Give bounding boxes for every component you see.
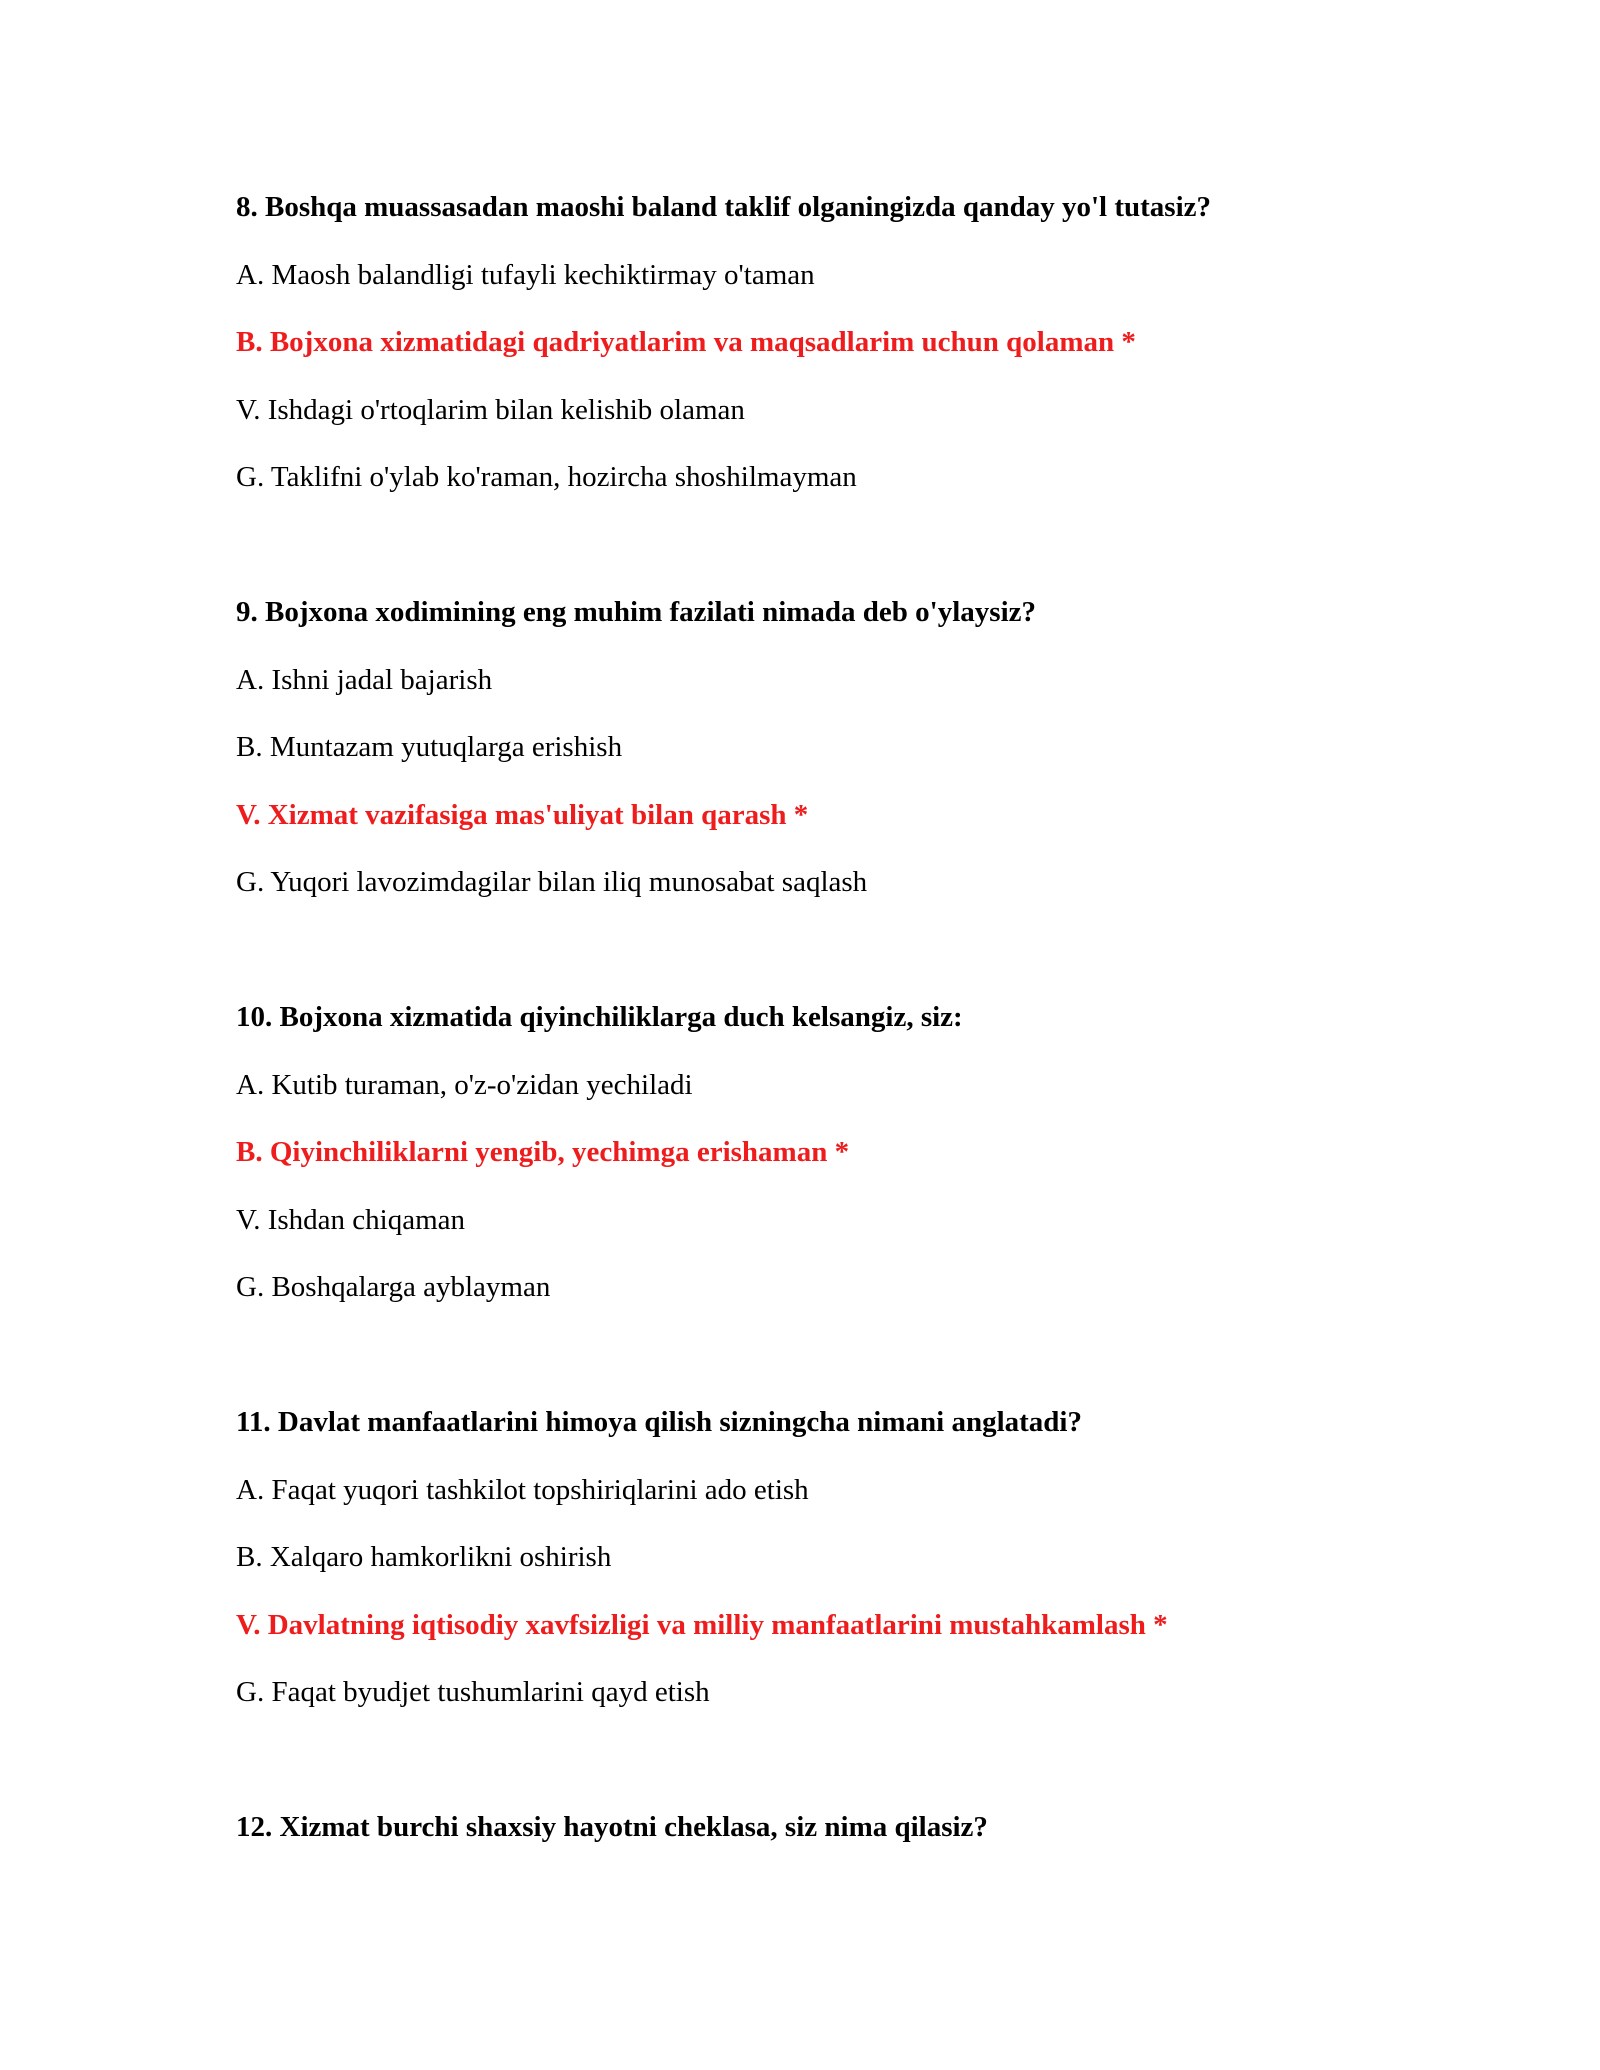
question-9-option-v-correct: V. Xizmat vazifasiga mas'uliyat bilan qarash * (236, 799, 809, 831)
question-11-option-b: B. Xalqaro hamkorlikni oshirish (236, 1541, 612, 1573)
question-10-option-b-correct: B. Qiyinchiliklarni yengib, yechimga erishaman * (236, 1136, 850, 1168)
question-9-option-b: B. Muntazam yutuqlarga erishish (236, 731, 623, 763)
question-9-option-g: G. Yuqori lavozimdagilar bilan iliq munosabat saqlash (236, 866, 868, 898)
question-8-title: 8. Boshqa muassasadan maoshi baland taklif olganingizda qanday yo'l tutasiz? (236, 191, 1211, 223)
question-8-option-b-correct: B. Bojxona xizmatidagi qadriyatlarim va maqsadlarim uchun qolaman * (236, 326, 1136, 358)
question-8-option-g: G. Taklifni o'ylab ko'raman, hozircha shoshilmayman (236, 461, 857, 493)
question-9-option-a: A. Ishni jadal bajarish (236, 664, 493, 696)
question-11-option-g: G. Faqat byudjet tushumlarini qayd etish (236, 1676, 710, 1708)
question-10-title: 10. Bojxona xizmatida qiyinchiliklarga duch kelsangiz, siz: (236, 1001, 963, 1033)
question-11-option-v-correct: V. Davlatning iqtisodiy xavfsizligi va milliy manfaatlarini mustahkamlash * (236, 1609, 1168, 1641)
question-10-option-g: G. Boshqalarga ayblayman (236, 1271, 551, 1303)
question-11-title: 11. Davlat manfaatlarini himoya qilish sizningcha nimani anglatadi? (236, 1406, 1082, 1438)
question-12-title: 12. Xizmat burchi shaxsiy hayotni cheklasa, siz nima qilasiz? (236, 1811, 988, 1843)
question-10-option-a: A. Kutib turaman, o'z-o'zidan yechiladi (236, 1069, 693, 1101)
question-9-title: 9. Bojxona xodimining eng muhim fazilati nimada deb o'ylaysiz? (236, 596, 1037, 628)
question-11-option-a: A. Faqat yuqori tashkilot topshiriqlarini ado etish (236, 1474, 809, 1506)
question-8-option-a: A. Maosh balandligi tufayli kechiktirmay o'taman (236, 259, 815, 291)
question-8-option-v: V. Ishdagi o'rtoqlarim bilan kelishib olaman (236, 394, 745, 426)
question-10-option-v: V. Ishdan chiqaman (236, 1204, 465, 1236)
